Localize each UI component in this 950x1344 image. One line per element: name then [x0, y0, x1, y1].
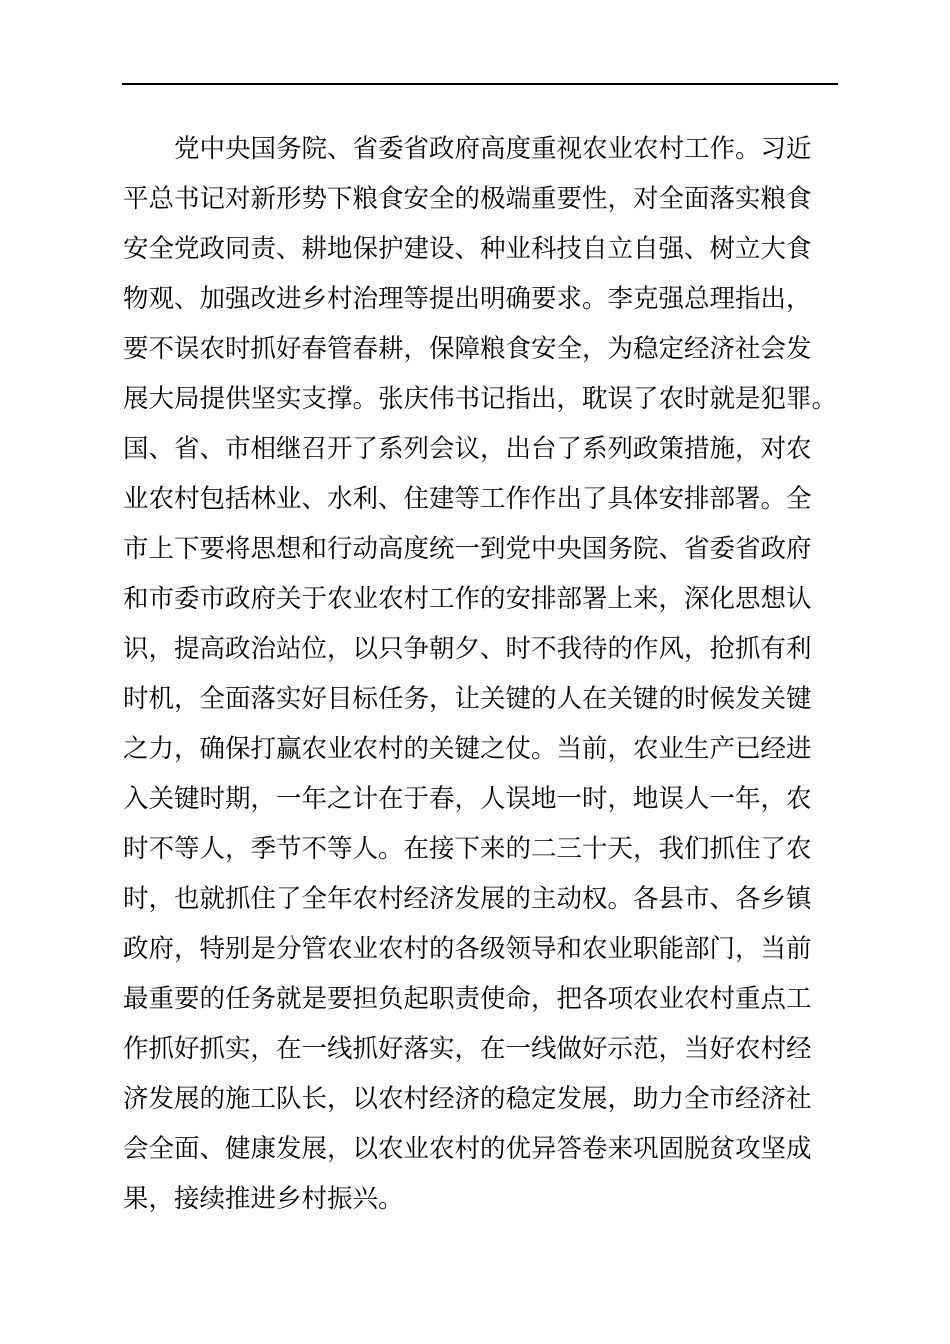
body-paragraph	[123, 124, 837, 1224]
paragraph-line: 济发展的施工队长，以农村经济的稳定发展，助力全市经济社	[123, 1084, 812, 1114]
paragraph-line: 物观、加强改进乡村治理等提出明确要求。李克强总理指出，	[123, 284, 812, 314]
paragraph-line: 国、省、市相继召开了系列会议，出台了系列政策措施，对农	[123, 434, 812, 464]
paragraph-line: 平总书记对新形势下粮食安全的极端重要性，对全面落实粮食	[123, 184, 812, 214]
paragraph-line: 政府，特别是分管农业农村的各级领导和农业职能部门，当前	[123, 934, 812, 964]
paragraph-line: 展大局提供坚实支撑。张庆伟书记指出，耽误了农时就是犯罪。	[123, 384, 838, 414]
paragraph-line: 和市委市政府关于农业农村工作的安排部署上来，深化思想认	[123, 584, 812, 614]
paragraph-line: 会全面、健康发展，以农业农村的优异答卷来巩固脱贫攻坚成	[123, 1134, 812, 1164]
paragraph-line: 时不等人，季节不等人。在接下来的二三十天，我们抓住了农	[123, 834, 812, 864]
header-rule	[122, 83, 838, 85]
paragraph-line: 安全党政同责、耕地保护建设、种业科技自立自强、树立大食	[123, 234, 812, 264]
paragraph-line: 识，提高政治站位，以只争朝夕、时不我待的作风，抢抓有利	[123, 634, 812, 664]
paragraph-line: 之力，确保打赢农业农村的关键之仗。当前，农业生产已经进	[123, 734, 812, 764]
paragraph-line: 党中央国务院、省委省政府高度重视农业农村工作。习近	[174, 134, 812, 164]
paragraph-line: 时，也就抓住了全年农村经济发展的主动权。各县市、各乡镇	[123, 884, 812, 914]
paragraph-line: 作抓好抓实，在一线抓好落实，在一线做好示范，当好农村经	[123, 1034, 812, 1064]
paragraph-line: 业农村包括林业、水利、住建等工作作出了具体安排部署。全	[123, 484, 812, 514]
paragraph-line: 要不误农时抓好春管春耕，保障粮食安全，为稳定经济社会发	[123, 334, 812, 364]
paragraph-line: 最重要的任务就是要担负起职责使命，把各项农业农村重点工	[123, 984, 812, 1014]
paragraph-line: 市上下要将思想和行动高度统一到党中央国务院、省委省政府	[123, 534, 812, 564]
paragraph-line: 果，接续推进乡村振兴。	[123, 1184, 404, 1214]
paragraph-line: 入关键时期，一年之计在于春，人误地一时，地误人一年，农	[123, 784, 812, 814]
paragraph-line: 时机，全面落实好目标任务，让关键的人在关键的时候发关键	[123, 684, 812, 714]
